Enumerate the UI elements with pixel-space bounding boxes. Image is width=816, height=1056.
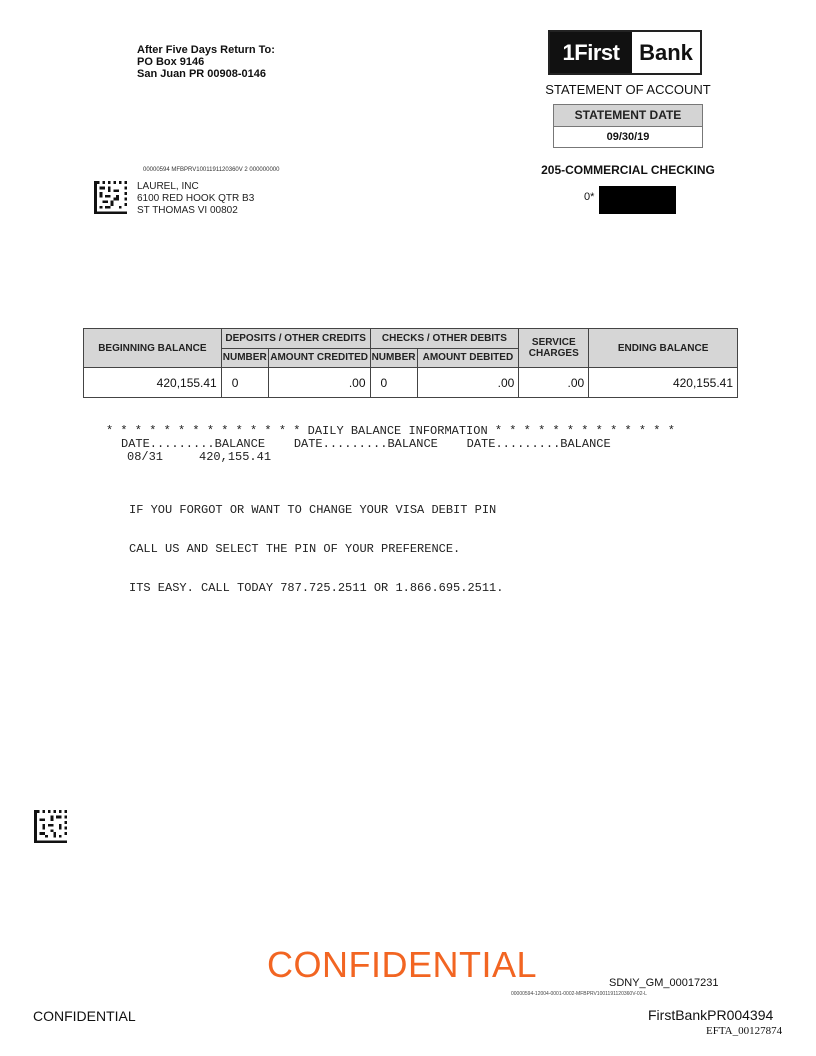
deposits-amount-value: .00 bbox=[268, 368, 370, 398]
message-line: ITS EASY. CALL TODAY 787.725.2511 OR 1.866.695.2511. bbox=[129, 581, 504, 595]
account-type: 205-COMMERCIAL CHECKING bbox=[541, 163, 715, 177]
message-line: CALL US AND SELECT THE PIN OF YOUR PREFERENCE. bbox=[129, 542, 461, 556]
deposits-number-value: 0 bbox=[221, 368, 268, 398]
return-address-line: San Juan PR 00908-0146 bbox=[137, 68, 267, 80]
datamatrix-code-icon bbox=[93, 181, 128, 214]
header-ending-balance: ENDING BALANCE bbox=[589, 329, 738, 368]
header-deposits-amount: AMOUNT CREDITED bbox=[268, 348, 370, 368]
efta-id: EFTA_00127874 bbox=[706, 1025, 783, 1037]
sdny-id: SDNY_GM_00017231 bbox=[609, 977, 719, 989]
mailing-address bbox=[137, 181, 254, 217]
addressee-name: LAUREL, INC bbox=[137, 181, 199, 192]
address-city: ST THOMAS VI 00802 bbox=[137, 205, 238, 216]
balance-summary-table bbox=[83, 328, 738, 398]
address-street: 6100 RED HOOK QTR B3 bbox=[137, 193, 255, 204]
header-checks: CHECKS / OTHER DEBITS bbox=[370, 329, 519, 349]
bates-id: FirstBankPR004394 bbox=[648, 1007, 774, 1023]
daily-balance-row: 08/31 420,155.41 bbox=[127, 450, 272, 464]
confidential-label: CONFIDENTIAL bbox=[33, 1008, 136, 1024]
statement-date-value: 09/30/19 bbox=[606, 131, 650, 143]
daily-balance-banner: * * * * * * * * * * * * * * DAILY BALANCE INFORMATION * * * * * * * * * * * * * bbox=[106, 424, 675, 438]
small-document-code: 00000594-12004-0001-0002-MFBPRV1001191120360V-02-L bbox=[511, 991, 647, 997]
logo-first-text: 1First bbox=[550, 32, 632, 73]
return-address-line: PO Box 9146 bbox=[137, 56, 205, 68]
header-deposits: DEPOSITS / OTHER CREDITS bbox=[221, 329, 370, 349]
service-charges-value: .00 bbox=[519, 368, 589, 398]
statement-date-box bbox=[553, 104, 703, 148]
datamatrix-code-icon bbox=[33, 810, 68, 843]
beginning-balance-value: 420,155.41 bbox=[84, 368, 222, 398]
header-checks-amount: AMOUNT DEBITED bbox=[417, 348, 519, 368]
header-deposits-number: NUMBER bbox=[221, 348, 268, 368]
message-line: IF YOU FORGOT OR WANT TO CHANGE YOUR VISA DEBIT PIN bbox=[129, 503, 497, 517]
ending-balance-value: 420,155.41 bbox=[589, 368, 738, 398]
return-address bbox=[137, 44, 275, 80]
mailing-barcode-text: 00000594 MFBPRV1001191120360V 2 000000000 bbox=[143, 167, 280, 173]
firstbank-logo bbox=[548, 30, 702, 75]
daily-balance-header: DATE.........BALANCE DATE.........BALANCE DATE.........BALANCE bbox=[121, 437, 611, 451]
redaction-box bbox=[599, 186, 676, 214]
checks-number-value: 0 bbox=[370, 368, 417, 398]
pin-message bbox=[129, 478, 503, 608]
return-address-line: After Five Days Return To: bbox=[137, 44, 275, 56]
checks-amount-value: .00 bbox=[417, 368, 519, 398]
account-number-prefix: 0* bbox=[584, 191, 595, 203]
logo-bank-text: Bank bbox=[632, 32, 700, 73]
header-beginning-balance: BEGINNING BALANCE bbox=[84, 329, 222, 368]
statement-date-label: STATEMENT DATE bbox=[554, 105, 702, 127]
header-checks-number: NUMBER bbox=[370, 348, 417, 368]
confidential-stamp: CONFIDENTIAL bbox=[267, 944, 538, 985]
table-row bbox=[84, 368, 738, 398]
statement-title: STATEMENT OF ACCOUNT bbox=[545, 82, 711, 97]
header-service-charges: SERVICE CHARGES bbox=[519, 329, 589, 368]
